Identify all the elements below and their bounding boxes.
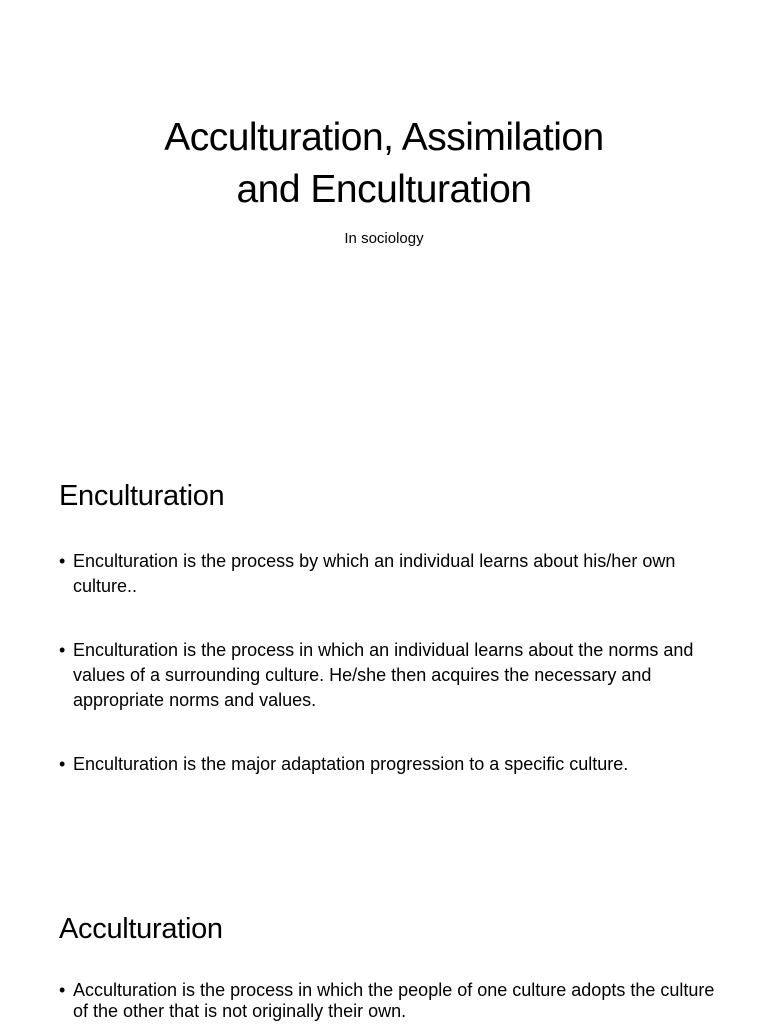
title-line-2: and Enculturation (236, 168, 532, 211)
bullet-dot-icon: • (59, 640, 66, 660)
enculturation-bullet-list (59, 549, 719, 777)
bullet-item (59, 980, 719, 1022)
bullet-dot-icon: • (59, 551, 66, 571)
bullet-text: Acculturation is the process in which the people of one culture adopts the culture of the other that is not originally their own. (73, 980, 715, 1021)
enculturation-slide (0, 432, 768, 864)
title-slide (0, 0, 768, 432)
bullet-dot-icon: • (59, 754, 66, 774)
bullet-text: Enculturation is the process by which an individual learns about his/her own culture.. (73, 551, 676, 596)
acculturation-slide (0, 864, 768, 1024)
bullet-item (59, 638, 719, 713)
bullet-item (59, 549, 719, 599)
acculturation-bullet-list (59, 980, 719, 1022)
slide-subtitle: In sociology (344, 230, 424, 247)
enculturation-heading: Enculturation (59, 480, 225, 512)
slide-title (0, 112, 768, 216)
bullet-text: Enculturation is the process in which an individual learns about the norms and values of a surrounding culture. He/she then acquires the necessary and appropriate norms and values. (73, 640, 694, 710)
bullet-item (59, 752, 719, 777)
bullet-text: Enculturation is the major adaptation progression to a specific culture. (73, 754, 629, 774)
title-line-1: Acculturation, Assimilation (164, 116, 604, 159)
bullet-dot-icon: • (59, 980, 66, 1000)
acculturation-heading: Acculturation (59, 913, 223, 945)
